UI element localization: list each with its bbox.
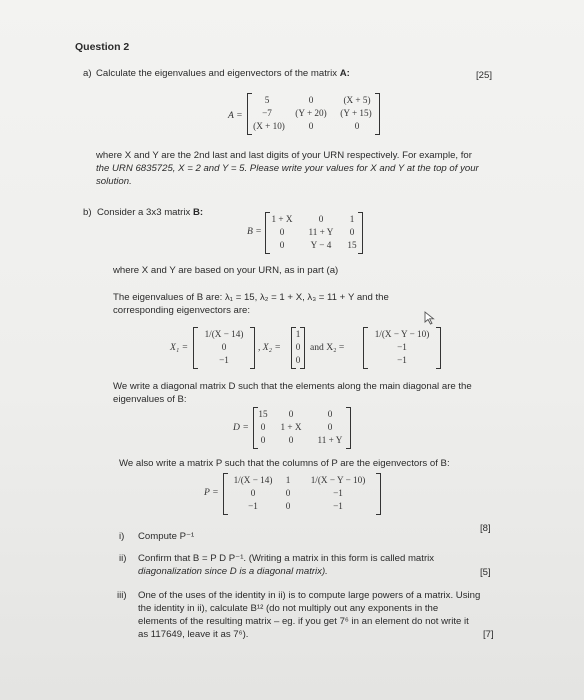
sub-ii-line-2: diagonalization since D is a diagonal matrix). — [138, 566, 328, 577]
matrix-p-cell: −1 — [333, 501, 343, 511]
matrix-a-cell: 0 — [354, 121, 360, 131]
vector-x1-label: X₁ = — [170, 342, 189, 353]
matrix-p-cell: 0 — [285, 488, 291, 498]
matrix-a-cell: 0 — [308, 121, 314, 131]
eigenvalues-line-2: corresponding eigenvectors are: — [113, 305, 251, 316]
matrix-b-lhs: B = — [247, 226, 262, 237]
sub-ii-line-1: Confirm that B = P D P⁻¹. (Writing a matrix in this form is called matrix — [138, 553, 435, 564]
matrix-p-cell: 1/(X − Y − 10) — [310, 475, 366, 485]
question-heading: Question 2 — [75, 41, 130, 53]
vector-x2-cell: 0 — [295, 342, 301, 352]
note-line-2: the URN 6835725, X = 2 and Y = 5. Please write your values for X and Y at the top of your — [96, 163, 479, 174]
matrix-a-cell: (X + 5) — [343, 95, 371, 105]
matrix-d-cell: 11 + Y — [317, 435, 343, 445]
matrix-p-cell: 1/(X − 14) — [233, 475, 273, 485]
matrix-p-cell: −1 — [248, 501, 258, 511]
note-line-3: solution. — [96, 176, 132, 187]
part-a-text — [96, 67, 350, 80]
matrix-b-cell: 1 — [349, 214, 355, 224]
matrix-p-cell: 0 — [250, 488, 256, 498]
matrix-p-cell: 1 — [285, 475, 291, 485]
matrix-b-cell: 0 — [279, 240, 285, 250]
sub-iii-line-2: the identity in ii), calculate B¹² (do not multiply out any exponents in the — [138, 603, 439, 614]
matrix-p-lhs: P = — [204, 487, 219, 498]
sub-ii-marks: [5] — [480, 567, 491, 578]
vector-x3-label: and X₂ = — [310, 342, 345, 353]
matrix-p — [223, 473, 381, 515]
vector-x3-cell: −1 — [397, 355, 407, 365]
vector-x1-cell: 1/(X − 14) — [204, 329, 244, 339]
matrix-a-cell: 0 — [308, 95, 314, 105]
matrix-a — [247, 93, 380, 135]
matrix-d-cell: 15 — [258, 409, 268, 419]
vector-x3-cell: 1/(X − Y − 10) — [374, 329, 430, 339]
matrix-b-name: B: — [192, 207, 204, 218]
vector-x2-label: , X₂ = — [258, 342, 281, 353]
matrix-a-cell: −7 — [262, 108, 272, 118]
p-definition-line: We also write a matrix P such that the columns of P are the eigenvectors of B: — [119, 458, 450, 469]
matrix-p-cell: −1 — [333, 488, 343, 498]
sub-iii-line-3: elements of the resulting matrix – eg. if you get 7⁶ in an element do not write it — [138, 616, 469, 627]
note-line-1: where X and Y are the 2nd last and last digits of your URN respectively. For example, for — [96, 150, 472, 161]
sub-iii-line-4: as 117649, leave it as 7⁶). — [138, 629, 249, 640]
sub-iii-label: iii) — [117, 590, 127, 601]
matrix-a-cell: 5 — [264, 95, 270, 105]
part-b-label: b) — [83, 207, 92, 218]
sub-ii-label: ii) — [119, 553, 127, 564]
matrix-d-cell: 0 — [327, 409, 333, 419]
matrix-b-cell: 0 — [279, 227, 285, 237]
matrix-b-cell: 15 — [347, 240, 357, 250]
vector-x3 — [363, 327, 441, 369]
vector-x1 — [193, 327, 255, 369]
matrix-a-cell: (Y + 20) — [295, 108, 327, 118]
sub-i-text: Compute P⁻¹ — [138, 531, 195, 542]
part-b-intro-text: Consider a 3x3 matrix — [97, 207, 191, 218]
matrix-d-cell: 0 — [260, 422, 266, 432]
mouse-cursor-icon — [424, 311, 436, 325]
matrix-b-cell: 0 — [318, 214, 324, 224]
matrix-d-cell: 0 — [288, 409, 294, 419]
vector-x1-cell: −1 — [219, 355, 229, 365]
matrix-a-lhs: A = — [228, 110, 243, 121]
vector-x1-cell: 0 — [221, 342, 227, 352]
sub-iii-line-1: One of the uses of the identity in ii) is to compute large powers of a matrix. Using — [138, 590, 481, 601]
diagonal-line-1: We write a diagonal matrix D such that the elements along the main diagonal are the — [113, 381, 472, 392]
matrix-d-lhs: D = — [233, 422, 249, 433]
sub-i-label: i) — [119, 531, 125, 542]
matrix-b — [265, 212, 363, 254]
vector-x2-cell: 1 — [295, 329, 301, 339]
vector-x2 — [291, 327, 305, 369]
vector-x2-cell: 0 — [295, 355, 301, 365]
vector-x3-cell: −1 — [397, 342, 407, 352]
based-on-text: where X and Y are based on your URN, as in part (a) — [113, 265, 339, 276]
matrix-d-cell: 1 + X — [280, 422, 302, 432]
matrix-d-cell: 0 — [260, 435, 266, 445]
matrix-p-cell: 0 — [285, 501, 291, 511]
matrix-b-cell: 1 + X — [271, 214, 293, 224]
part-a-label: a) — [83, 68, 92, 79]
part-b-intro — [97, 206, 203, 219]
eigenvalues-line-1: The eigenvalues of B are: λ₁ = 15, λ₂ = 1 + X, λ₃ = 11 + Y and the — [113, 292, 389, 303]
matrix-b-cell: 0 — [349, 227, 355, 237]
part-a-question: Calculate the eigenvalues and eigenvectors of the matrix — [96, 68, 338, 79]
matrix-d-cell: 0 — [327, 422, 333, 432]
matrix-a-cell: (X + 10) — [253, 121, 285, 131]
sub-iii-marks: [7] — [483, 629, 494, 640]
matrix-d-cell: 0 — [288, 435, 294, 445]
matrix-b-cell: 11 + Y — [308, 227, 334, 237]
matrix-a-cell: (Y + 15) — [340, 108, 372, 118]
matrix-b-cell: Y − 4 — [310, 240, 332, 250]
matrix-a-name: A: — [339, 68, 350, 79]
diagonal-line-2: eigenvalues of B: — [113, 394, 187, 405]
part-a-marks: [25] — [476, 70, 493, 81]
sub-i-marks: [8] — [480, 523, 491, 534]
matrix-d — [253, 407, 351, 449]
